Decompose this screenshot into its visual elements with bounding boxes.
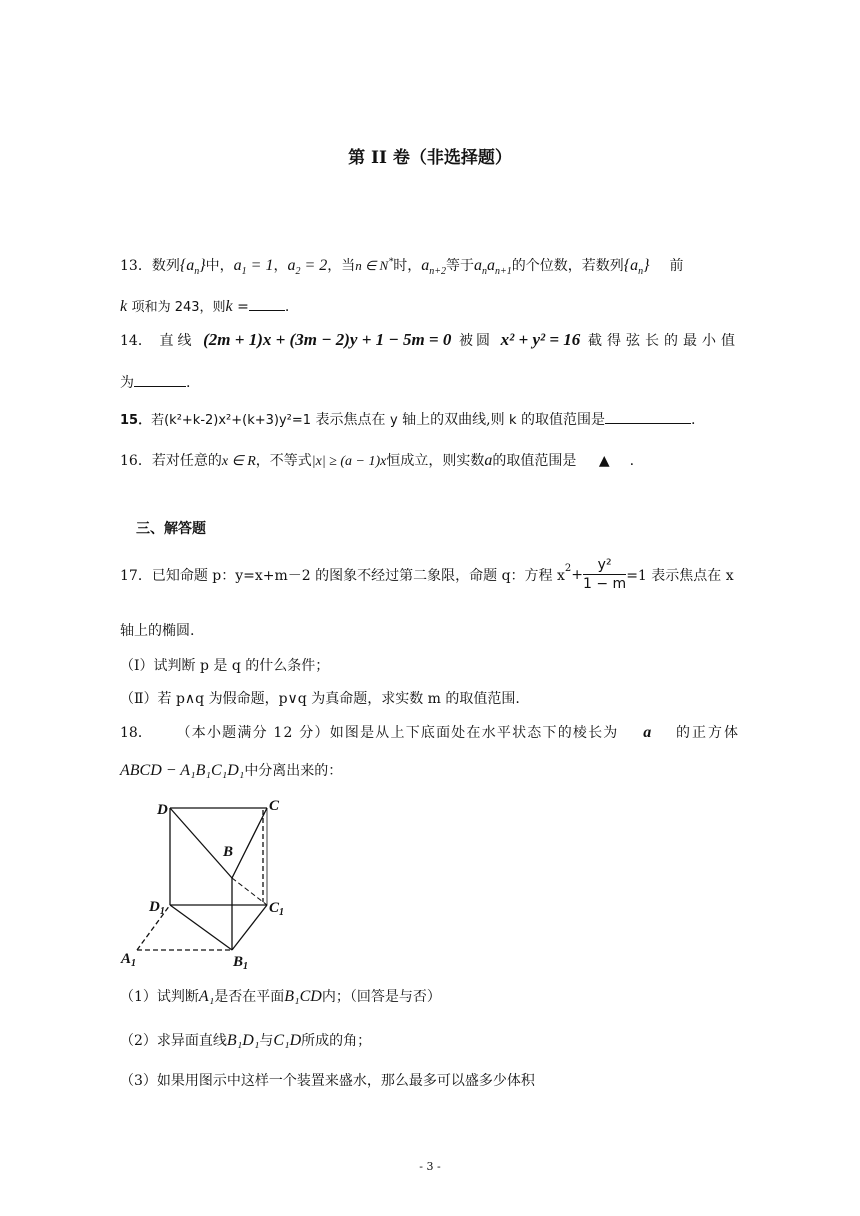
q18-p1-math2: B₁CD [284, 988, 322, 1005]
question-14-line2 [120, 372, 190, 392]
q18-p1-text2: 是否在平面 [214, 989, 285, 1005]
edge-BC [232, 808, 267, 878]
q18-p1-text3: 内；（回答是与否） [321, 989, 441, 1005]
label-B: B [223, 844, 234, 860]
q14-answer-blank [134, 372, 186, 387]
q14-line2-text: 为 [120, 375, 134, 391]
label-C: C [269, 798, 280, 814]
q18-p2-text3: 所成的角； [301, 1033, 372, 1049]
q13-eq: = [232, 299, 249, 315]
q13-comma: ， [273, 258, 288, 274]
q13-a1: $a_1 = 1$ [233, 257, 274, 278]
q16-text4: 的取值范围是 [492, 453, 577, 469]
q14-text1: 直线 [159, 333, 196, 349]
q15-number: 15． [120, 413, 152, 428]
question-14-line1 [120, 330, 740, 350]
q13-k2: k [225, 298, 233, 315]
triangle-icon: ▲ [598, 453, 610, 469]
q13-k: k [120, 298, 128, 315]
q13-text6: 的个位数，若数列 [511, 258, 624, 274]
q18-p2-math2: C₁D [273, 1032, 302, 1049]
question-18-part2 [120, 1030, 371, 1050]
q13-line2-text: 项和为 243，则 [131, 300, 226, 315]
q13-seq: $\{a_n\}$ [179, 257, 206, 278]
q14-number: 14． [120, 333, 152, 349]
q14-text3: 截得弦长的最小值 [587, 333, 740, 349]
q14-circle-equation: x² + y² = 16 [500, 330, 581, 349]
q15-text4: 轴上的双曲线,则 [402, 412, 505, 428]
q16-text1: 若对任意的 [151, 453, 222, 469]
q18-p1-text1: （1）试判断 [120, 989, 199, 1005]
q13-number: 13． [120, 258, 152, 274]
question-16 [120, 450, 634, 470]
q15-equation: 若(k²+k-2)x²+(k+3)y²=1 [151, 413, 312, 428]
q14-text2: 被圆 [459, 333, 494, 349]
question-17-line1 [120, 557, 734, 593]
q16-text2: ，不等式 [255, 453, 312, 469]
q13-text2: 中， [205, 258, 234, 274]
label-D: D [157, 802, 168, 818]
question-18-line2 [120, 760, 342, 780]
q13-a2: $a_2 = 2$ [287, 257, 328, 278]
q16-math3: a [484, 452, 493, 469]
q16-math1: x ∈ R [221, 454, 256, 469]
q18-cube: ABCD − A₁B₁C₁D₁ [120, 762, 245, 779]
q13-seq2: $\{a_n\}$ [623, 257, 650, 278]
question-15 [120, 409, 695, 429]
q13-text3: ，当 [327, 258, 356, 274]
q16-number: 16． [120, 453, 152, 469]
q18-a: a [643, 724, 652, 741]
q18-number: 18． [120, 725, 152, 741]
label-B1: $B_1$ [233, 954, 249, 972]
q13-text4: 时， [393, 258, 422, 274]
q18-p2-math1: B₁D₁ [226, 1032, 260, 1049]
q15-answer-blank [605, 409, 691, 424]
q13-answer-blank [249, 296, 285, 311]
q13-text1: 数列 [151, 258, 180, 274]
q18-text1: （本小题满分 12 分）如图是从上下底面处在水平状态下的棱长为 [176, 725, 619, 741]
question-13-line1 [120, 255, 684, 277]
q17-number: 17． [120, 568, 152, 584]
q18-p1-math1: A₁ [198, 988, 215, 1005]
q15-text6: 的取值范围是 [521, 412, 606, 428]
label-D1: $D_1$ [149, 899, 165, 917]
q15-text2: 表示焦点在 [315, 412, 386, 428]
q13-text7: 前 [669, 258, 684, 274]
question-18-part3: （3）如果用图示中这样一个装置来盛水，那么最多可以盛多少体积 [120, 1073, 535, 1089]
q15-k: k [509, 413, 517, 428]
edge-D1B1 [170, 905, 232, 950]
q18-p2-text1: （2）求异面直线 [120, 1033, 227, 1049]
q17-text2: =1 表示焦点在 x [626, 568, 734, 584]
question-18-part1 [120, 986, 441, 1006]
label-C1: $C_1$ [269, 900, 285, 918]
q17-frac-num: y² [583, 557, 626, 575]
q18-text2: 的正方体 [676, 725, 740, 741]
section-title: 第 II 卷（非选择题） [348, 148, 512, 168]
q15-end: . [691, 412, 696, 428]
q13-end: . [284, 299, 290, 315]
q16-end: . [629, 453, 635, 469]
q17-fraction [583, 557, 626, 593]
cube-figure [115, 790, 305, 975]
question-17-part2: （Ⅱ）若 p∧q 为假命题，p∨q 为真命题，求实数 m 的取值范围. [120, 691, 520, 707]
q13-text5: 等于 [445, 258, 474, 274]
question-18-line1 [120, 722, 740, 742]
question-17-part1: （Ⅰ）试判断 p 是 q 的什么条件； [120, 658, 330, 674]
edge-DB1 [170, 808, 232, 878]
q17-sup: 2 [564, 563, 572, 574]
q16-text3: 恒成立，则实数 [386, 453, 485, 469]
section-3-heading: 三、解答题 [136, 521, 206, 537]
question-17-line2: 轴上的椭圆. [120, 623, 195, 639]
edge-B1C1 [232, 905, 267, 950]
q17-plus: + [571, 567, 584, 583]
q13-cond: n ∈ N* [355, 256, 394, 273]
q13-prod: $a_na_{n+1}$ [473, 257, 512, 278]
q14-line-equation: (2m + 1)x + (3m − 2)y + 1 − 5m = 0 [203, 330, 452, 349]
question-13-line2 [120, 296, 289, 316]
q18-text3: 中分离出来的： [244, 763, 343, 779]
q13-an2: $a_{n+2}$ [421, 257, 446, 278]
q14-end: . [186, 375, 191, 391]
q15-y: y [389, 413, 398, 428]
q16-math2: |x| ≥ (a − 1)x [311, 454, 387, 469]
label-A1: $A_1$ [121, 951, 137, 969]
q18-p2-text2: 与 [259, 1033, 274, 1049]
edge-BC1-dashed [232, 878, 267, 905]
page-number: - 3 - [419, 1160, 441, 1173]
q17-text1: 已知命题 p：y=x+m－2 的图象不经过第二象限，命题 q：方程 x [151, 568, 565, 584]
q17-frac-den: 1 − m [583, 576, 627, 592]
